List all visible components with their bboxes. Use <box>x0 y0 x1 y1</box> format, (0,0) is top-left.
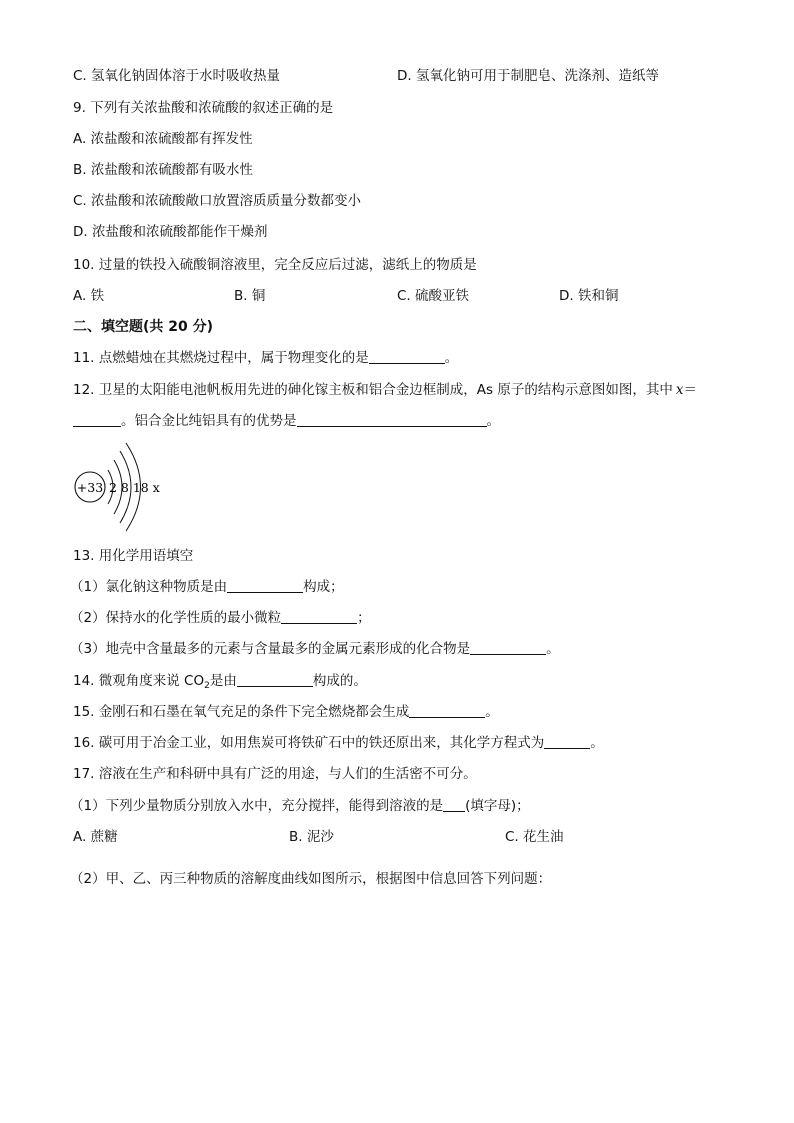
q13-sub2-blank[interactable] <box>281 609 357 624</box>
q15-end: 。 <box>485 704 499 720</box>
q14-mid: 是由 <box>209 673 237 689</box>
q12-end: 。 <box>486 413 500 429</box>
q17-stem: 17. 溶液在生产和科研中具有广泛的用途，与人们的生活密不可分。 <box>73 766 477 782</box>
q17-sub1 <box>70 796 530 816</box>
q12-text: 12. 卫星的太阳能电池帆板用先进的砷化镓主板和铝合金边框制成，As 原子的结构示意图如图，其中 <box>73 382 673 398</box>
q9-stem: 9. 下列有关浓盐酸和浓硫酸的叙述正确的是 <box>73 100 334 116</box>
q13-sub3-end: 。 <box>546 641 560 657</box>
q17-sub1-text: （1）下列少量物质分别放入水中，充分搅拌，能得到溶液的是 <box>70 798 444 814</box>
q13-sub1-text: （1）氯化钠这种物质是由 <box>70 579 228 595</box>
q10-option-b: B. 铜 <box>234 288 266 304</box>
q12-equals: ＝ <box>683 382 697 398</box>
q11 <box>73 348 458 368</box>
q8-option-c: C. 氢氧化钠固体溶于水时吸收热量 <box>73 68 281 84</box>
q9-option-b: B. 浓盐酸和浓硫酸都有吸水性 <box>73 162 253 178</box>
section-heading-fill-in: 二、填空题(共 20 分) <box>73 319 214 335</box>
q14-subscript: 2 <box>204 681 210 691</box>
q14-end: 构成的。 <box>312 673 367 689</box>
q9-option-a: A. 浓盐酸和浓硫酸都有挥发性 <box>73 131 253 147</box>
as-atomic-structure-diagram <box>70 440 180 536</box>
q17-option-a: A. 蔗糖 <box>73 829 118 845</box>
q10-option-d: D. 铁和铜 <box>559 288 619 304</box>
q12-line2 <box>73 411 500 431</box>
q10-option-a: A. 铁 <box>73 288 105 304</box>
q17-option-b: B. 泥沙 <box>289 829 334 845</box>
q13-sub3 <box>70 639 560 659</box>
q10-option-c: C. 硫酸亚铁 <box>397 288 470 304</box>
q15-blank[interactable] <box>409 703 485 718</box>
q16 <box>73 733 604 753</box>
q12-text2: 。铝合金比纯铝具有的优势是 <box>121 413 297 429</box>
q11-end: 。 <box>444 350 459 366</box>
q13-sub1-end: 构成； <box>303 579 344 595</box>
q17-option-c: C. 花生油 <box>505 829 564 845</box>
q13-sub2-text: （2）保持水的化学性质的最小微粒 <box>70 610 282 626</box>
q13-sub1 <box>70 577 344 597</box>
q12-line1 <box>73 380 697 400</box>
electron-counts: 2 8 18 x <box>109 480 160 495</box>
q8-option-d: D. 氢氧化钠可用于制肥皂、洗涤剂、造纸等 <box>397 68 659 84</box>
q14 <box>73 671 367 696</box>
q15-text: 15. 金刚石和石墨在氧气充足的条件下完全燃烧都会生成 <box>73 704 410 720</box>
q12-variable: x <box>675 382 684 398</box>
q10-stem: 10. 过量的铁投入硫酸铜溶液里，完全反应后过滤，滤纸上的物质是 <box>73 257 477 273</box>
q9-option-c: C. 浓盐酸和浓硫酸敞口放置溶质质量分数都变小 <box>73 193 362 209</box>
q13-stem: 13. 用化学用语填空 <box>73 548 194 564</box>
q17-sub1-blank[interactable] <box>443 797 465 812</box>
q13-sub3-text: （3）地壳中含量最多的元素与含量最多的金属元素形成的化合物是 <box>70 641 471 657</box>
q17-sub1-end: (填字母)； <box>465 798 530 814</box>
q12-x-blank[interactable] <box>73 412 121 427</box>
q15 <box>73 702 499 722</box>
q16-blank[interactable] <box>544 734 590 749</box>
q9-option-d: D. 浓盐酸和浓硫酸都能作干燥剂 <box>73 224 268 240</box>
q11-answer-blank[interactable] <box>369 349 445 364</box>
nucleus-charge: +33 <box>76 480 104 495</box>
q14-blank[interactable] <box>237 672 313 687</box>
q12-advantage-blank[interactable] <box>297 412 487 427</box>
q17-sub2: （2）甲、乙、丙三种物质的溶解度曲线如图所示，根据图中信息回答下列问题： <box>70 871 552 887</box>
q14-text: 14. 微观角度来说 CO <box>73 673 205 689</box>
q13-sub2 <box>70 608 371 628</box>
q16-text: 16. 碳可用于冶金工业，如用焦炭可将铁矿石中的铁还原出来，其化学方程式为 <box>73 735 545 751</box>
q13-sub1-blank[interactable] <box>227 578 303 593</box>
q13-sub2-end: ； <box>357 610 371 626</box>
q16-end: 。 <box>590 735 604 751</box>
q11-text: 11. 点燃蜡烛在其燃烧过程中，属于物理变化的是 <box>73 350 369 366</box>
q13-sub3-blank[interactable] <box>470 640 546 655</box>
